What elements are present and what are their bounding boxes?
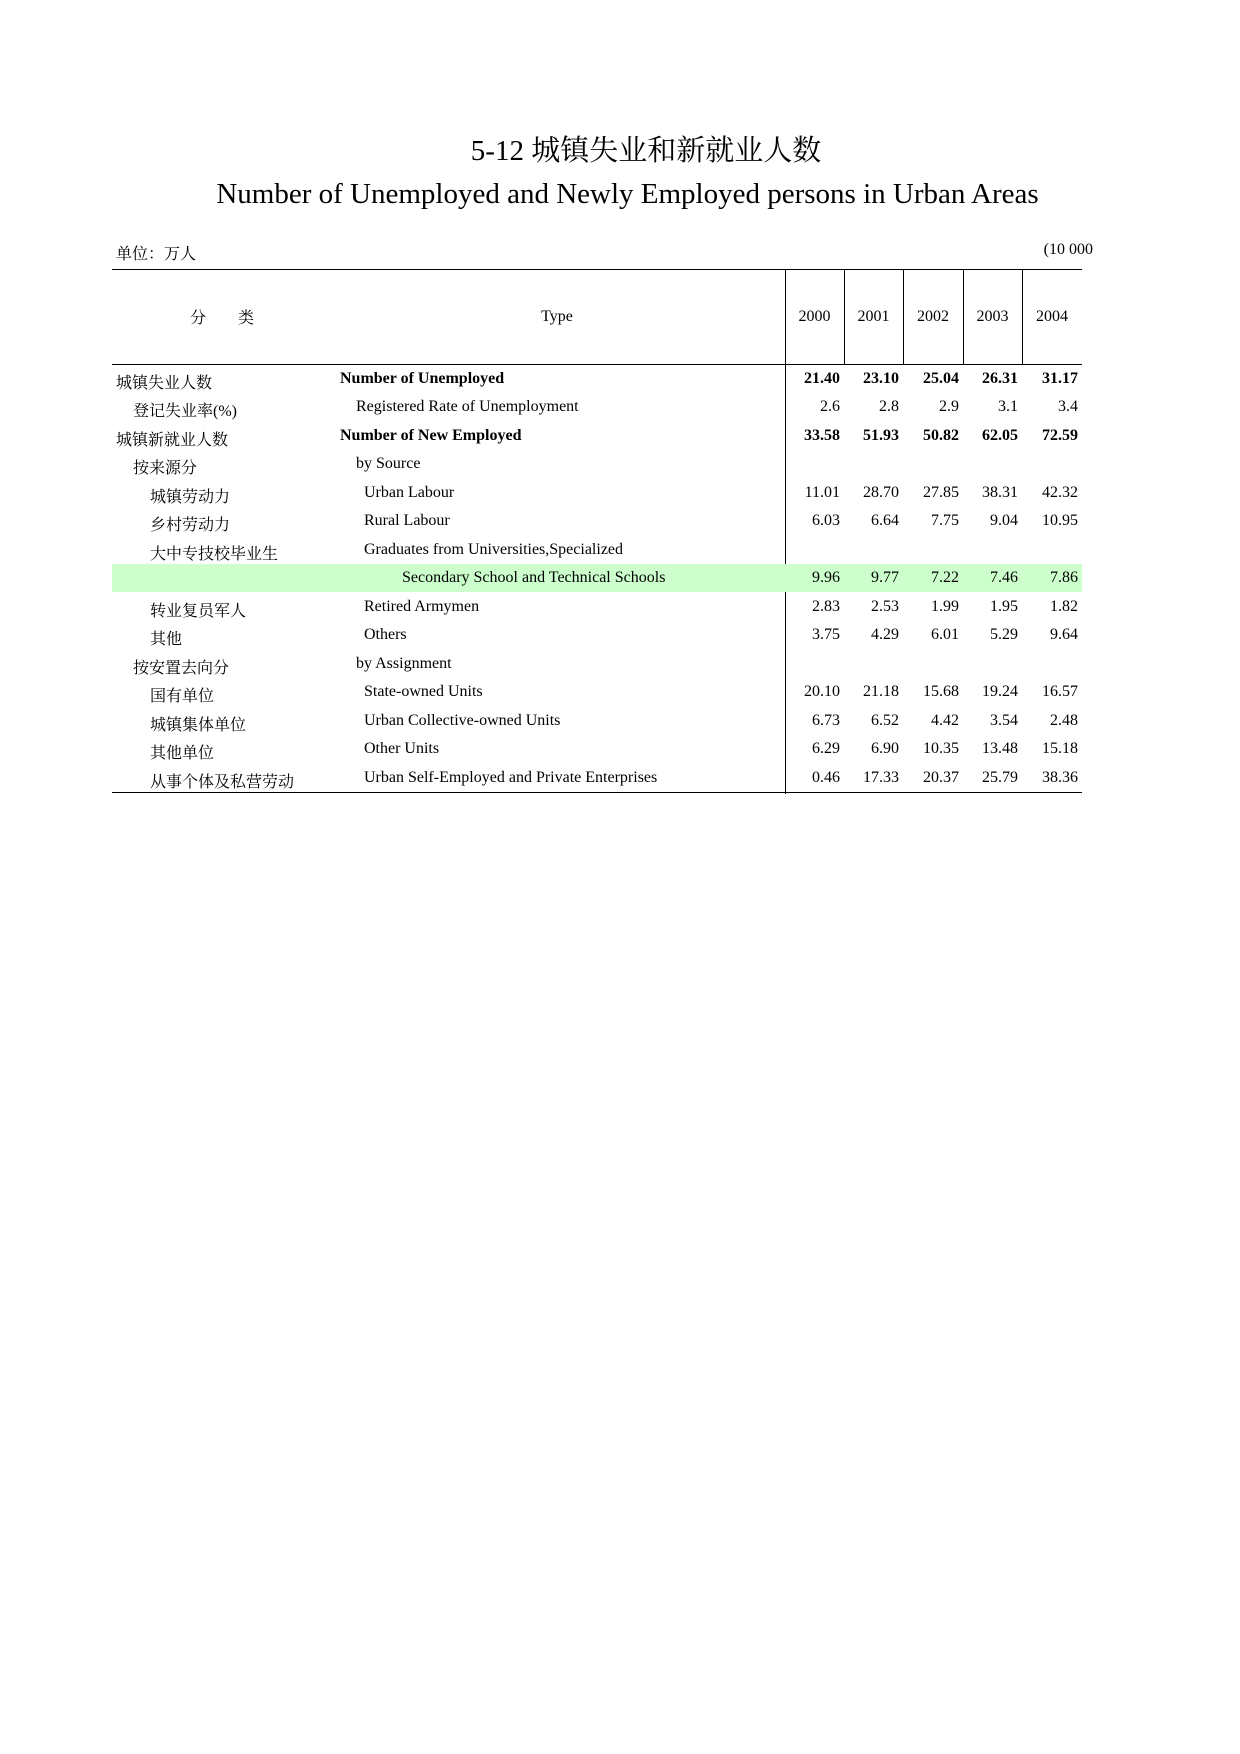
cell-value: 2.48 <box>1050 712 1078 729</box>
row-label-english: Number of New Employed <box>340 427 522 444</box>
table-row <box>112 707 1082 735</box>
cell-value: 2.53 <box>871 598 899 615</box>
row-label-chinese: 城镇劳动力 <box>150 489 231 506</box>
table-row-highlighted <box>112 564 1082 592</box>
cell-value: 17.33 <box>863 769 899 786</box>
cell-value: 16.57 <box>1042 683 1078 700</box>
cell-value: 9.64 <box>1050 626 1078 643</box>
header-year: 2000 <box>798 307 831 325</box>
row-label-chinese: 从事个体及私营劳动 <box>150 774 295 791</box>
cell-value: 31.17 <box>1042 370 1078 387</box>
row-label-chinese: 其他单位 <box>150 745 215 762</box>
table-bottom-rule <box>112 792 1082 793</box>
row-label-chinese: 按安置去向分 <box>133 660 230 677</box>
table-row <box>112 735 1082 763</box>
row-label-chinese: 国有单位 <box>150 688 215 705</box>
cell-value: 10.95 <box>1042 512 1078 529</box>
cell-value: 9.77 <box>871 569 899 586</box>
cell-value: 6.01 <box>931 626 959 643</box>
row-label-chinese: 按来源分 <box>133 460 198 477</box>
cell-value: 6.03 <box>812 512 840 529</box>
cell-value: 3.4 <box>1058 398 1078 415</box>
row-label-english: Number of Unemployed <box>340 370 505 387</box>
cell-value: 25.04 <box>923 370 959 387</box>
table-row <box>112 678 1082 706</box>
cell-value: 25.79 <box>982 769 1018 786</box>
cell-value: 7.22 <box>931 569 959 586</box>
cell-value: 38.36 <box>1042 769 1078 786</box>
page-title-chinese: 5-12 城镇失业和新就业人数 <box>470 135 822 167</box>
header-year: 2002 <box>917 307 949 325</box>
row-label-chinese: 乡村劳动力 <box>150 517 231 534</box>
table-row <box>112 507 1082 535</box>
cell-value: 6.73 <box>812 712 840 729</box>
cell-value: 50.82 <box>923 427 959 444</box>
row-label-english: by Assignment <box>356 655 452 672</box>
row-label-english: by Source <box>356 455 421 472</box>
cell-value: 23.10 <box>863 370 899 387</box>
cell-value: 7.75 <box>931 512 959 529</box>
unit-label-english: (10 000 <box>1043 241 1093 258</box>
header-category: 分 类 <box>189 310 254 327</box>
cell-value: 38.31 <box>982 484 1018 501</box>
cell-value: 7.86 <box>1050 569 1078 586</box>
cell-value: 15.68 <box>923 683 959 700</box>
row-label-chinese: 转业复员军人 <box>150 603 247 620</box>
cell-value: 13.48 <box>982 740 1018 757</box>
row-label-english: Urban Labour <box>364 484 455 501</box>
row-label-chinese: 其他 <box>150 631 183 648</box>
table-row <box>112 650 1082 678</box>
cell-value: 21.18 <box>863 683 899 700</box>
cell-value: 11.01 <box>804 484 840 501</box>
cell-value: 20.10 <box>804 683 840 700</box>
cell-value: 4.29 <box>871 626 899 643</box>
row-label-english: Graduates from Universities,Specialized <box>364 541 624 558</box>
table-row <box>112 593 1082 621</box>
row-label-chinese: 大中专技校毕业生 <box>150 546 279 563</box>
cell-value: 1.95 <box>990 598 1018 615</box>
cell-value: 9.96 <box>812 569 840 586</box>
cell-value: 9.04 <box>990 512 1018 529</box>
row-label-english: Retired Armymen <box>364 598 480 615</box>
header-type: Type <box>541 307 573 325</box>
row-label-chinese: 城镇新就业人数 <box>116 432 229 449</box>
cell-value: 2.8 <box>879 398 899 415</box>
cell-value: 20.37 <box>923 769 959 786</box>
row-label-english: State-owned Units <box>364 683 483 700</box>
cell-value: 6.52 <box>871 712 899 729</box>
cell-value: 3.54 <box>990 712 1018 729</box>
cell-value: 2.6 <box>820 398 840 415</box>
cell-value: 42.32 <box>1042 484 1078 501</box>
header-year: 2003 <box>976 307 1009 325</box>
row-label-chinese: 城镇集体单位 <box>150 717 247 734</box>
cell-value: 62.05 <box>982 427 1018 444</box>
cell-value: 15.18 <box>1042 740 1078 757</box>
cell-value: 1.82 <box>1050 598 1078 615</box>
table-row <box>112 450 1082 478</box>
row-label-english: Urban Self-Employed and Private Enterprises <box>364 769 658 786</box>
cell-value: 2.9 <box>939 398 959 415</box>
table-row <box>112 621 1082 649</box>
cell-value: 2.83 <box>812 598 840 615</box>
cell-value: 7.46 <box>990 569 1018 586</box>
cell-value: 3.1 <box>998 398 1018 415</box>
row-label-english: Secondary School and Technical Schools <box>402 569 666 586</box>
table-row <box>112 764 1082 792</box>
row-label-english: Other Units <box>364 740 440 757</box>
cell-value: 21.40 <box>804 370 840 387</box>
row-label-english: Urban Collective-owned Units <box>364 712 561 729</box>
cell-value: 0.46 <box>812 769 840 786</box>
cell-value: 5.29 <box>990 626 1018 643</box>
table-row <box>112 393 1082 421</box>
table-row <box>112 365 1082 393</box>
row-label-chinese: 登记失业率(%) <box>133 403 237 420</box>
page-title-english: Number of Unemployed and Newly Employed persons in Urban Areas <box>216 178 1039 210</box>
cell-value: 26.31 <box>982 370 1018 387</box>
cell-value: 3.75 <box>812 626 840 643</box>
row-label-english: Others <box>364 626 407 643</box>
header-year: 2001 <box>857 307 890 325</box>
cell-value: 4.42 <box>931 712 959 729</box>
cell-value: 28.70 <box>863 484 899 501</box>
row-label-english: Registered Rate of Unemployment <box>356 398 579 415</box>
cell-value: 6.90 <box>871 740 899 757</box>
header-year: 2004 <box>1036 307 1068 325</box>
cell-value: 6.64 <box>871 512 899 529</box>
cell-value: 27.85 <box>923 484 959 501</box>
row-label-chinese: 城镇失业人数 <box>116 375 213 392</box>
unit-label-chinese: 单位：万人 <box>116 246 197 263</box>
table-row <box>112 422 1082 450</box>
table-row <box>112 536 1082 564</box>
cell-value: 72.59 <box>1042 427 1078 444</box>
cell-value: 6.29 <box>812 740 840 757</box>
cell-value: 33.58 <box>804 427 840 444</box>
cell-value: 51.93 <box>863 427 899 444</box>
cell-value: 1.99 <box>931 598 959 615</box>
cell-value: 19.24 <box>982 683 1018 700</box>
row-label-english: Rural Labour <box>364 512 450 529</box>
cell-value: 10.35 <box>923 740 959 757</box>
table-row <box>112 479 1082 507</box>
